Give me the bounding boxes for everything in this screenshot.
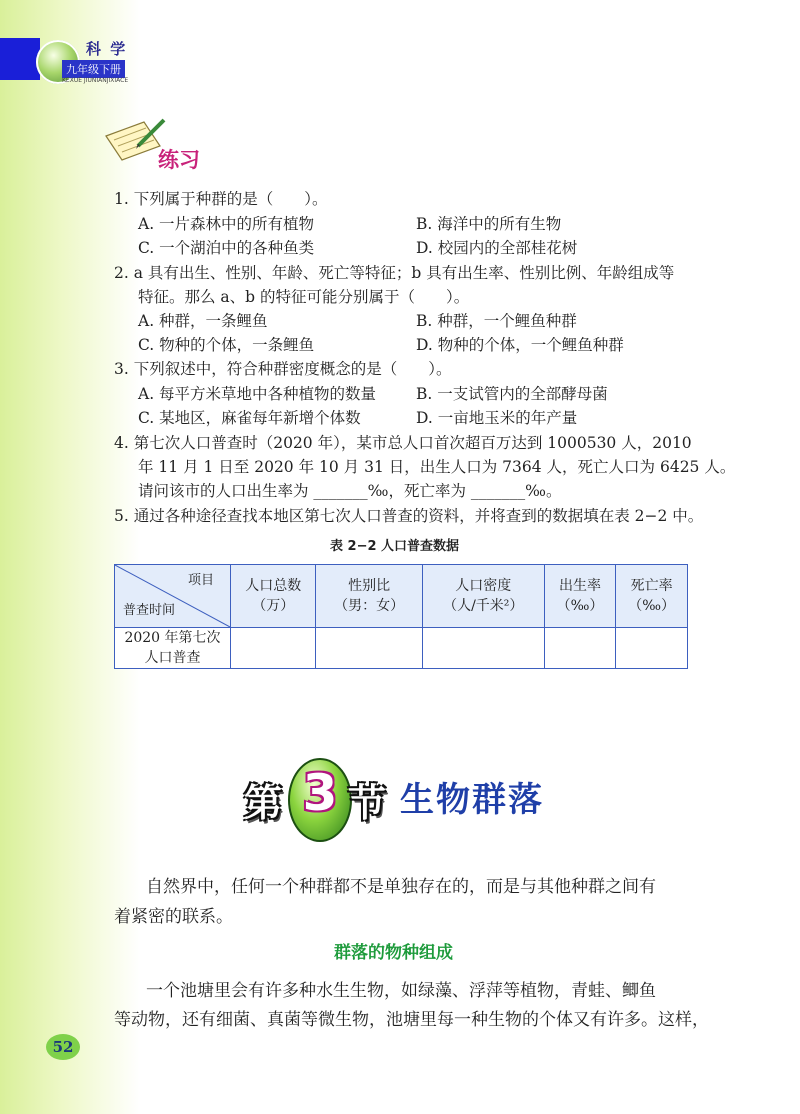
table-header-name: 人口总数 [245, 578, 302, 594]
table-cell [544, 628, 616, 669]
question-2-option-a: A. 种群，一条鲤鱼 [138, 312, 268, 330]
question-2-text-line2: 特征。那么 a、b 的特征可能分别属于（ ）。 [138, 288, 470, 306]
table-header-unit: （男：女） [334, 598, 405, 614]
section-title: 生物群落 [400, 780, 544, 820]
table-header-cell [544, 565, 616, 628]
table-cell [316, 628, 422, 669]
page-number: 52 [46, 1034, 80, 1060]
table-header-name: 人口密度 [455, 578, 512, 594]
table-corner-cell [115, 565, 231, 628]
table-caption: 表 2−2 人口普查数据 [330, 539, 460, 554]
header-color-block [0, 38, 40, 80]
question-2-option-b: B. 种群，一个鲤鱼种群 [416, 312, 577, 330]
table-header-name: 性别比 [348, 578, 391, 594]
subsection-line-1: 一个池塘里会有许多种水生生物，如绿藻、浮萍等植物，青蛙、鲫鱼 [146, 981, 656, 1001]
section-suffix: 节 [348, 781, 387, 825]
table-header-unit: （‰） [556, 598, 604, 614]
question-3-option-d: D. 一亩地玉米的年产量 [416, 409, 578, 427]
question-3-option-a: A. 每平方米草地中各种植物的数量 [138, 385, 377, 403]
table-header-cell [616, 565, 688, 628]
table-corner-top: 项目 [187, 573, 214, 588]
section-banner [244, 758, 564, 838]
question-3-option-c: C. 某地区，麻雀每年新增个体数 [138, 409, 361, 427]
table-header-cell [316, 565, 422, 628]
question-1-option-c: C. 一个湖泊中的各种鱼类 [138, 239, 315, 257]
question-4-text-line3: 请问该市的人口出生率为 _______‰，死亡率为 _______‰。 [138, 482, 562, 500]
section-number: 3 [302, 764, 338, 822]
question-2-option-c: C. 物种的个体，一条鲤鱼 [138, 336, 315, 354]
question-1-text: 1. 下列属于种群的是（ ）。 [114, 190, 328, 208]
table-header-cell [422, 565, 544, 628]
table-header-unit: （人/千米²） [443, 598, 524, 614]
section-number-badge [288, 758, 352, 842]
question-4-text-line1: 4. 第七次人口普查时（2020 年），某市总人口首次超百万达到 1000530 人，2010 [114, 434, 692, 452]
question-5-text: 5. 通过各种途径查找本地区第七次人口普查的资料，并将查到的数据填在表 2−2 中。 [114, 507, 704, 525]
table-header-name: 出生率 [559, 578, 602, 594]
table-cell [616, 628, 688, 669]
census-table [114, 564, 688, 669]
table-header-name: 死亡率 [630, 578, 673, 594]
header-pinyin: KEXUE JIUNIANJIXIACE [62, 77, 129, 84]
page-side-gradient [0, 0, 140, 1114]
table-row-label-line1: 2020 年第七次 [124, 630, 221, 646]
question-4-text-line2: 年 11 月 1 日至 2020 年 10 月 31 日，出生人口为 7364 人，死亡人口为 6425 人。 [138, 458, 736, 476]
question-1-option-d: D. 校园内的全部桂花树 [416, 239, 578, 257]
question-1-option-b: B. 海洋中的所有生物 [416, 215, 562, 233]
table-cell [422, 628, 544, 669]
question-1-option-a: A. 一片森林中的所有植物 [138, 215, 315, 233]
question-2-option-d: D. 物种的个体，一个鲤鱼种群 [416, 336, 624, 354]
table-header-cell [231, 565, 316, 628]
table-cell [231, 628, 316, 669]
question-3-option-b: B. 一支试管内的全部酵母菌 [416, 385, 608, 403]
intro-line-1: 自然界中，任何一个种群都不是单独存在的，而是与其他种群之间有 [146, 877, 656, 897]
header-subject: 科 学 [86, 40, 128, 58]
table-row-label [115, 628, 231, 669]
question-2-text-line1: 2. a 具有出生、性别、年龄、死亡等特征；b 具有出生率、性别比例、年龄组成等 [114, 264, 675, 282]
table-corner-bottom: 普查时间 [123, 603, 176, 618]
intro-line-2: 着紧密的联系。 [114, 907, 233, 927]
table-header-unit: （‰） [628, 598, 676, 614]
subsection-line-2: 等动物，还有细菌、真菌等微生物，池塘里每一种生物的个体又有许多。这样， [114, 1010, 709, 1030]
table-row-label-line2: 人口普查 [144, 650, 201, 666]
table-row [115, 628, 688, 669]
exercise-title: 练习 [158, 148, 200, 172]
header-grade: 九年级下册 [62, 60, 125, 78]
table-header-unit: （万） [252, 598, 295, 614]
subsection-heading: 群落的物种组成 [334, 943, 453, 963]
question-3-text: 3. 下列叙述中，符合种群密度概念的是（ ）。 [114, 360, 452, 378]
section-prefix: 第 [244, 781, 283, 825]
